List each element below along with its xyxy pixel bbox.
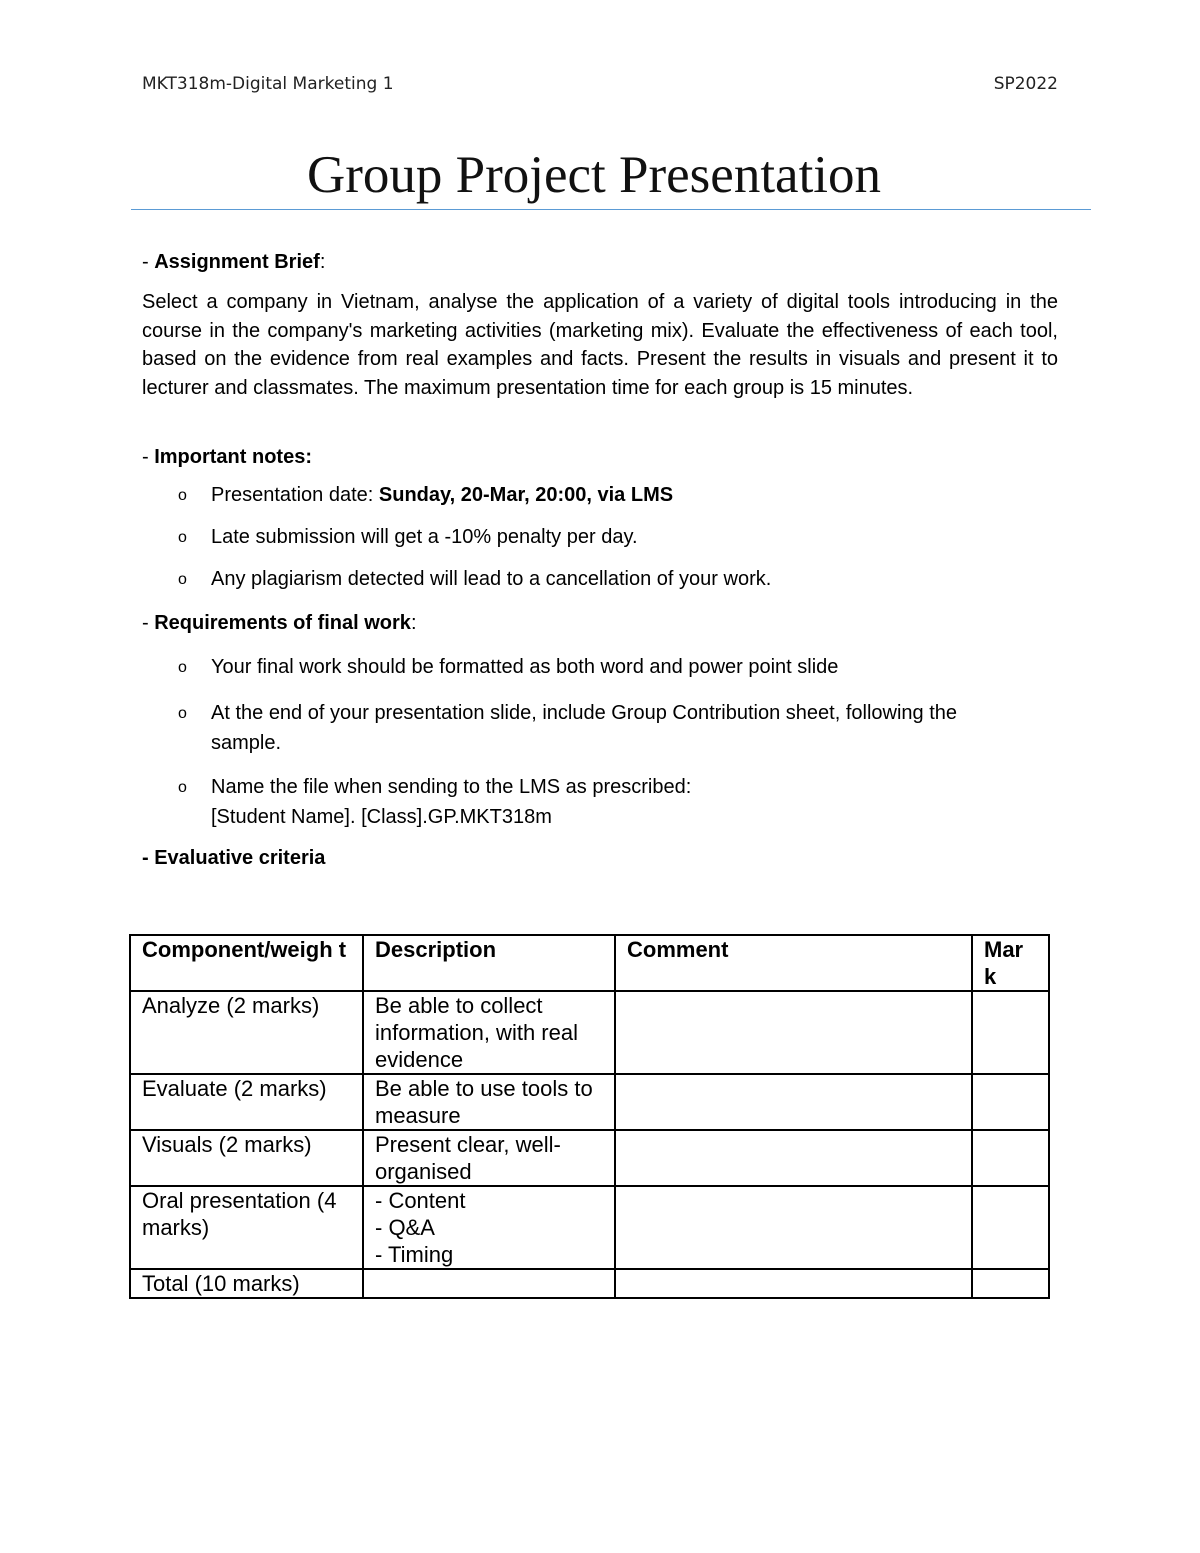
comment-cell (615, 991, 972, 1074)
evaluative-criteria-heading: - Evaluative criteria (142, 847, 326, 869)
bullet-marker: o (178, 779, 187, 796)
assignment-brief-text: Select a company in Vietnam, analyse the application of a variety of digital tools introducing in the course in the company's marketing activities (marketing mix). Evaluate the effectiveness of each tool, based on the evidence from real examples and facts. Present the results in visuals and present it to lecturer and classmates. The maximum presentation time for each group is 15 minutes. (142, 291, 1058, 399)
mark-cell (972, 991, 1049, 1074)
column-header-mark: Mar k (972, 935, 1049, 991)
file-name-format: [Student Name]. [Class].GP.MKT318m (211, 806, 552, 828)
requirement-text: Name the file when sending to the LMS as prescribed: (211, 776, 692, 798)
presentation-date: Sunday, 20-Mar, 20:00, via LMS (378, 484, 674, 506)
note-text: Presentation date: (211, 484, 379, 506)
bullet-marker: o (178, 487, 187, 504)
requirement-text: Your final work should be formatted as both word and power point slide (211, 656, 839, 678)
table-row (130, 1074, 1049, 1130)
mark-cell (972, 1186, 1049, 1269)
component-cell: Evaluate (2 marks) (130, 1074, 363, 1130)
table-row (130, 991, 1049, 1074)
component-cell: Visuals (2 marks) (130, 1130, 363, 1186)
component-cell: Total (10 marks) (130, 1269, 363, 1298)
description-cell: Present clear, well-organised (363, 1130, 615, 1186)
component-cell: Analyze (2 marks) (130, 991, 363, 1074)
column-header-description: Description (363, 935, 615, 991)
column-header-comment: Comment (615, 935, 972, 991)
description-cell (363, 1269, 615, 1298)
requirement-text: At the end of your presentation slide, include Group Contribution sheet, following the (211, 702, 958, 724)
comment-cell (615, 1074, 972, 1130)
mark-cell (972, 1269, 1049, 1298)
bullet-marker: o (178, 705, 187, 722)
description-line: - Q&A (375, 1215, 435, 1240)
comment-cell (615, 1269, 972, 1298)
table-row-total (130, 1269, 1049, 1298)
description-cell: Be able to use tools to measure (363, 1074, 615, 1130)
table-header-row (130, 935, 1049, 991)
term-code: SP2022 (993, 74, 1058, 94)
column-header-component: Component/weigh t (130, 935, 363, 991)
comment-cell (615, 1186, 972, 1269)
requirement-text-continued: sample. (211, 732, 282, 754)
important-notes-heading: - Important notes: (142, 446, 312, 468)
bullet-marker: o (178, 571, 187, 588)
page-title: Group Project Presentation (306, 146, 882, 204)
comment-cell (615, 1130, 972, 1186)
table-row (130, 1130, 1049, 1186)
description-cell (363, 1186, 615, 1269)
criteria-table (129, 934, 1050, 1299)
page-header (142, 74, 1058, 94)
requirements-label: Requirements of final work (154, 612, 411, 634)
assignment-brief-label: Assignment Brief (154, 251, 320, 273)
note-text: Any plagiarism detected will lead to a cancellation of your work. (211, 568, 772, 590)
component-cell: Oral presentation (4 marks) (130, 1186, 363, 1269)
description-line: - Content (375, 1188, 466, 1213)
mark-cell (972, 1130, 1049, 1186)
mark-cell (972, 1074, 1049, 1130)
note-text: Late submission will get a -10% penalty per day. (211, 526, 638, 548)
important-notes-label: Important notes: (154, 446, 312, 468)
assignment-brief-heading: - Assignment Brief: (142, 251, 326, 273)
description-line: - Timing (375, 1242, 454, 1267)
description-cell: Be able to collect information, with real evidence (363, 991, 615, 1074)
table-row (130, 1186, 1049, 1269)
course-name: MKT318m-Digital Marketing 1 (142, 74, 394, 94)
bullet-marker: o (178, 529, 187, 546)
bullet-marker: o (178, 659, 187, 676)
requirements-heading: - Requirements of final work: (142, 612, 417, 634)
title-divider (131, 209, 1091, 210)
